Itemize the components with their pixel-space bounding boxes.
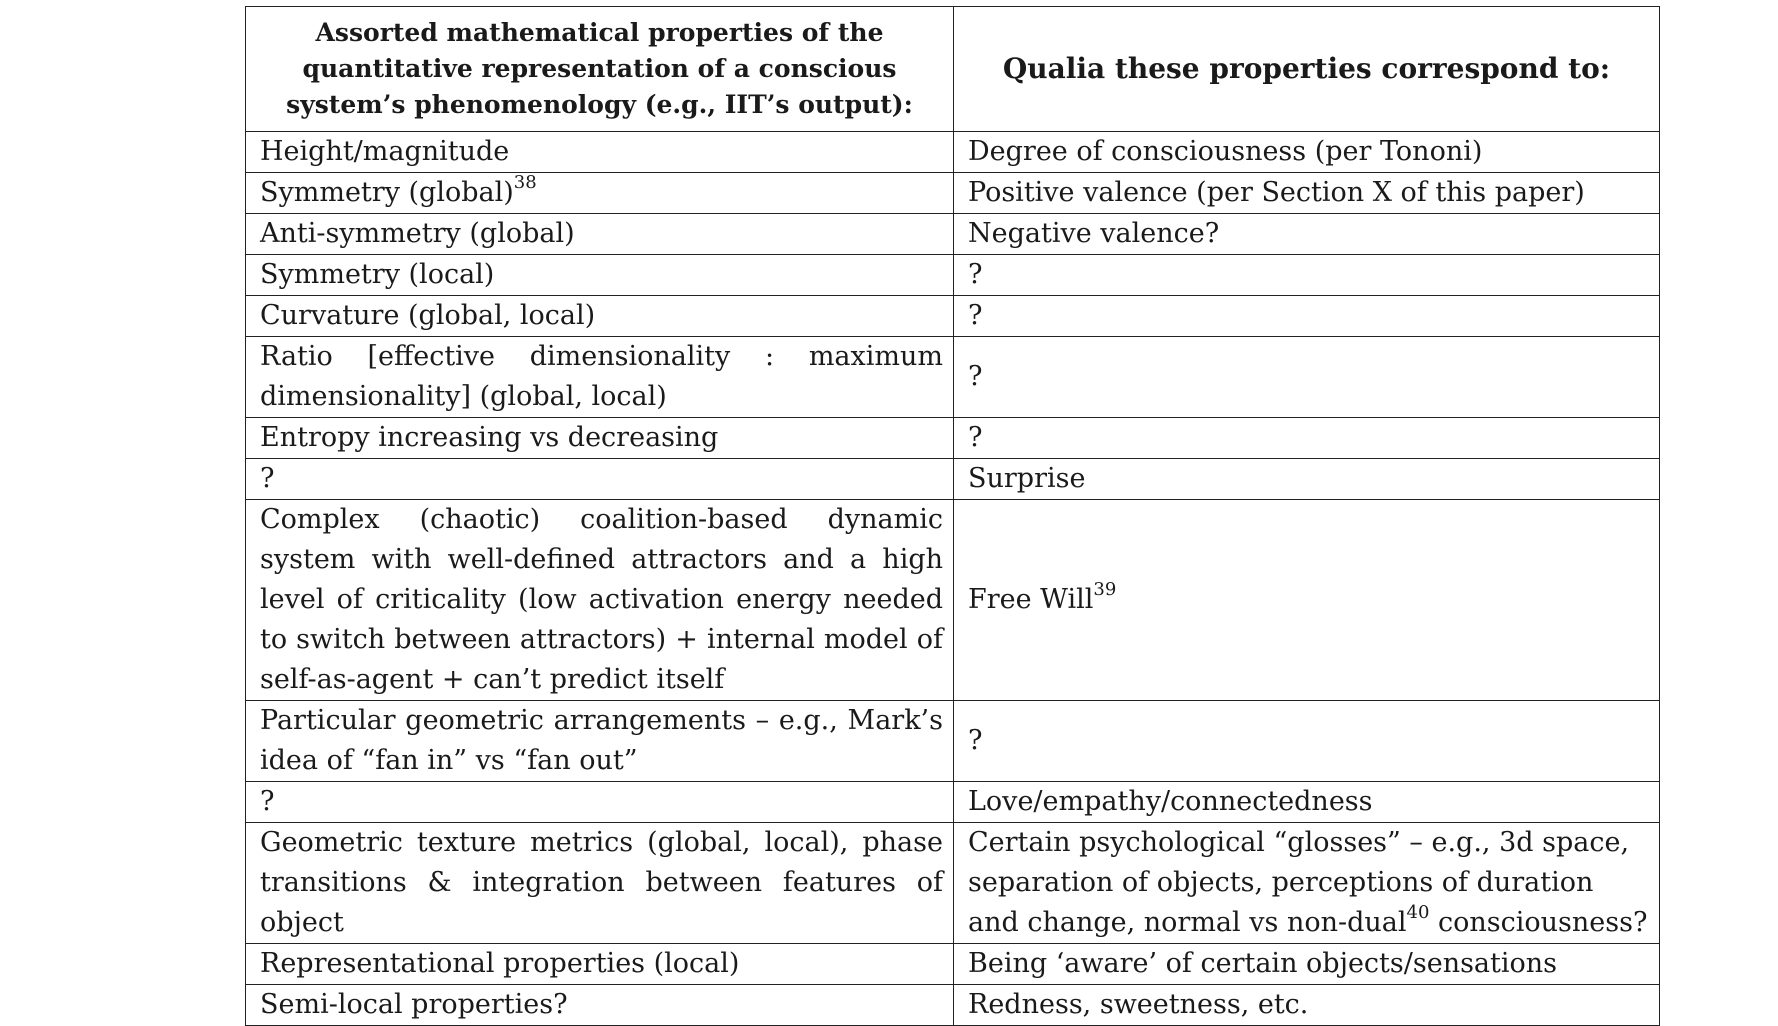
properties-table <box>245 6 1660 1026</box>
qualia-cell <box>954 214 1660 255</box>
property-text: Representational properties (local) <box>260 948 740 979</box>
qualia-cell <box>954 255 1660 296</box>
property-text: Geometric texture metrics (global, local), phase transitions & integration between features of object <box>260 827 943 938</box>
qualia-text: Free Will <box>968 584 1094 615</box>
property-cell <box>246 132 954 173</box>
property-text: ? <box>260 463 275 494</box>
property-text: Semi-local properties? <box>260 989 568 1020</box>
qualia-cell <box>954 132 1660 173</box>
property-text: Anti-symmetry (global) <box>260 218 575 249</box>
table-row <box>246 500 1660 701</box>
table-row <box>246 214 1660 255</box>
property-cell <box>246 337 954 418</box>
property-text: ? <box>260 786 275 817</box>
table-row <box>246 418 1660 459</box>
qualia-text: Degree of consciousness (per Tononi) <box>968 136 1483 167</box>
property-cell <box>246 985 954 1026</box>
property-cell <box>246 418 954 459</box>
header-properties: Assorted mathematical properties of the quantitative representation of a conscious system’s phenomenology (e.g., IIT’s output): <box>246 7 954 132</box>
qualia-text: ? <box>968 300 983 331</box>
footnote-marker: 39 <box>1093 579 1117 600</box>
property-cell <box>246 255 954 296</box>
table-row <box>246 173 1660 214</box>
qualia-text: Certain psychological “glosses” – e.g., 3d space, separation of objects, perceptions of duration and change, normal vs non-dual <box>968 827 1630 938</box>
qualia-cell <box>954 701 1660 782</box>
property-text: Particular geometric arrangements – e.g., Mark’s idea of “fan in” vs “fan out” <box>260 705 943 776</box>
qualia-cell <box>954 985 1660 1026</box>
property-text: Complex (chaotic) coalition-based dynamic system with well-defined attractors and a high level of criticality (low activation energy needed to switch between attractors) + internal model of self-as-agent + can’t predict itself <box>260 504 943 695</box>
qualia-text: ? <box>968 422 983 453</box>
qualia-text: Positive valence (per Section X of this paper) <box>968 177 1585 208</box>
qualia-cell <box>954 418 1660 459</box>
qualia-cell <box>954 500 1660 701</box>
property-cell <box>246 701 954 782</box>
property-text: Symmetry (global) <box>260 177 514 208</box>
qualia-cell <box>954 173 1660 214</box>
property-cell <box>246 500 954 701</box>
qualia-cell <box>954 337 1660 418</box>
qualia-cell <box>954 296 1660 337</box>
property-cell <box>246 296 954 337</box>
header-row <box>246 7 1660 132</box>
footnote-marker: 38 <box>513 172 537 193</box>
qualia-text: Negative valence? <box>968 218 1220 249</box>
qualia-text-continued: consciousness? <box>1429 907 1648 938</box>
qualia-cell <box>954 944 1660 985</box>
property-cell <box>246 214 954 255</box>
table-row <box>246 296 1660 337</box>
table-row <box>246 255 1660 296</box>
table-row <box>246 459 1660 500</box>
property-cell <box>246 782 954 823</box>
qualia-text: Being ‘aware’ of certain objects/sensations <box>968 948 1558 979</box>
property-text: Curvature (global, local) <box>260 300 596 331</box>
property-cell <box>246 823 954 944</box>
qualia-cell <box>954 823 1660 944</box>
qualia-text: ? <box>968 259 983 290</box>
table-row <box>246 985 1660 1026</box>
qualia-text: Love/empathy/connectedness <box>968 786 1373 817</box>
qualia-text: Surprise <box>968 463 1086 494</box>
qualia-text: ? <box>968 725 983 756</box>
property-text: Symmetry (local) <box>260 259 495 290</box>
qualia-text: Redness, sweetness, etc. <box>968 989 1309 1020</box>
qualia-cell <box>954 782 1660 823</box>
table-row <box>246 337 1660 418</box>
footnote-marker: 40 <box>1406 902 1430 923</box>
qualia-text: ? <box>968 361 983 392</box>
table-row <box>246 782 1660 823</box>
property-text: Height/magnitude <box>260 136 510 167</box>
table-row <box>246 132 1660 173</box>
property-cell <box>246 173 954 214</box>
table-row <box>246 701 1660 782</box>
property-cell <box>246 944 954 985</box>
table-row <box>246 823 1660 944</box>
table-row <box>246 944 1660 985</box>
header-qualia: Qualia these properties correspond to: <box>954 7 1660 132</box>
property-text: Entropy increasing vs decreasing <box>260 422 719 453</box>
property-cell <box>246 459 954 500</box>
qualia-cell <box>954 459 1660 500</box>
property-text: Ratio [effective dimensionality : maximum dimensionality] (global, local) <box>260 341 943 412</box>
